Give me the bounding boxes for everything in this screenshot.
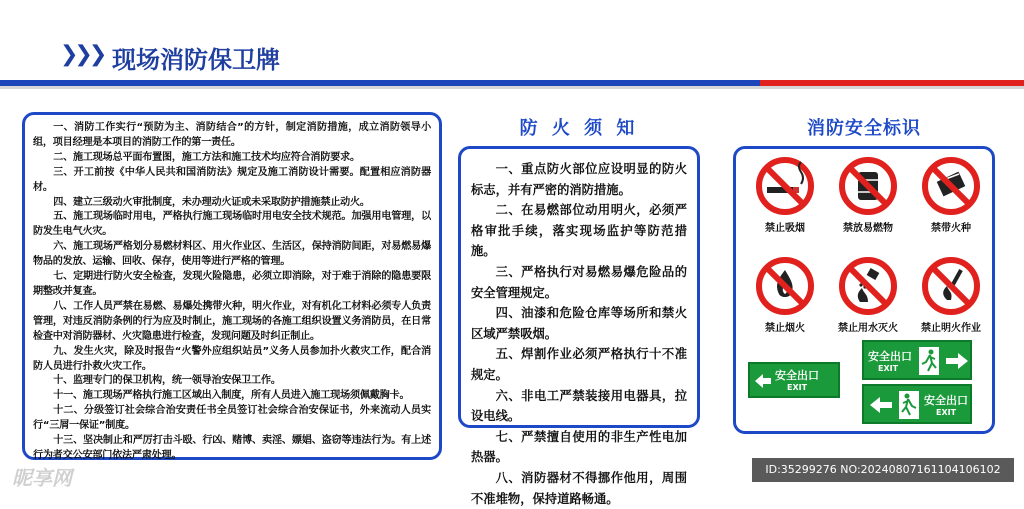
no-open-flame-work-icon [921,256,981,316]
no-fire-icon [755,256,815,316]
fire-prevention-text [471,159,687,509]
rule-paragraph: 九、发生火灾，除及时报告“火警外应组织站员”义务人员参加扑火救灾工作，配合消防人员进行扑救火灾工作。 [33,345,431,372]
fire-security-rules-text [33,121,431,464]
exit-sign-text: 安全出口 [924,394,968,407]
rule-paragraph: 十二、分级签订社会综合治安责任书全员签订社会综合治安保证书，外来流动人员实行“三屑一保证”制度。 [33,405,431,432]
rule-paragraph: 十一、施工现场严格执行施工区域出入制度，所有人员进入施工现场须佩戴胸卡。 [53,390,410,402]
page-title: 现场消防保卫牌 [112,46,280,74]
exit-sign-left [862,384,972,424]
rule-paragraph: 十、监理专门的保卫机构，统一领导治安保卫工作。 [53,375,281,387]
sign-label: 禁放易燃物 [843,223,893,234]
no-water-extinguish-icon [838,256,898,316]
no-smoking-icon [755,156,815,216]
sign-no-flammables [828,156,908,234]
rule-paragraph: 四、建立三级动火审批制度，未办理动火证或未采取防护措施禁止动火。 [53,196,370,208]
header-chevron-icon: ❯❯❯ [60,42,104,67]
sign-label: 禁止明火作业 [921,323,981,334]
rule-paragraph: 六、施工现场严格划分易燃材料区、用火作业区、生活区，保持消防间距，对易燃易爆物品的发放、运输、回收、保存，使用等进行严格的管理。 [33,241,431,268]
notice-paragraph: 七、严禁擅自使用的非生产性电加热器。 [471,429,687,465]
rule-paragraph: 一、消防工作实行“预防为主、消防结合”的方针，制定消防措施，成立消防领导小组，项目经理是本项目的消防工作的第一责任。 [33,122,431,148]
no-flammables-icon [838,156,898,216]
rule-paragraph: 八、工作人员严禁在易燃、易爆处携带火种，明火作业，对有机化工材料必须专人负责管理，对违反消防条例的行为应及时制止，施工现场的各施工组织设置义务消防员，在日常检查中对消防器材、火灾隐患进行检查，发现问题及时纠正制止。 [33,300,431,342]
running-person-icon [918,346,940,376]
sign-no-fire [745,256,825,334]
exit-sign-sub: EXIT [936,408,957,417]
rule-paragraph: 十三、坚决制止和严厉打击斗殴、行凶、赌博、卖淫、嫖娼、盗窃等违法行为。有上述行为者交公安部门依法严肃处理。 [33,435,431,461]
running-person-icon [898,390,920,420]
arrow-left-icon [868,395,894,415]
safety-signs-title: 消防安全标识 [807,118,921,139]
notice-paragraph: 五、焊割作业必须严格执行十不准规定。 [471,347,687,382]
watermark-logo: 昵享网 [12,466,72,490]
fire-prevention-title: 防 火 须 知 [519,118,639,139]
notice-paragraph: 四、油漆和危险仓库等场所和禁火区域严禁吸烟。 [471,306,687,341]
rule-paragraph: 三、开工前按《中华人民共和国消防法》规定及施工消防设计需要。配置相应消防器材。 [33,166,431,193]
exit-sign-sub: EXIT [878,364,899,373]
sign-no-water-extinguish [828,256,908,334]
sign-label: 禁止用水灭火 [838,323,898,334]
sign-label: 禁止吸烟 [765,223,805,234]
exit-sign-sub: EXIT [787,383,808,392]
arrow-right-icon [944,351,970,371]
exit-sign-right [862,340,972,380]
fire-security-rules-panel [22,112,442,460]
exit-sign-text: 安全出口 [868,350,912,363]
image-id-bar: ID:35299276 NO:20240807161104106102 [752,458,1014,482]
notice-paragraph: 二、在易燃部位动用明火，必须严格审批手续，落实现场监护等防范措施。 [471,203,687,259]
rule-paragraph: 二、施工现场总平面布置图，施工方法和施工技术均应符合消防要求。 [53,151,360,163]
sign-no-smoking [745,156,825,234]
notice-paragraph: 八、消防器材不得挪作他用，周围不准堆物，保持道路畅通。 [471,470,687,506]
sign-no-open-flame-work [911,256,991,334]
rule-paragraph: 七、定期进行防火安全检查，发现火险隐患，必须立即消除，对于难于消除的隐患要限期整改并复查。 [33,271,431,297]
rule-paragraph: 五、施工现场临时用电，严格执行施工现场临时用电安全技术规范。加强用电管理，以防发生电气火灾。 [33,211,431,238]
sign-no-matches [911,156,991,234]
no-matches-icon [921,156,981,216]
notice-paragraph: 一、重点防火部位应设明显的防火标志，并有严密的消防措施。 [471,162,687,197]
arrow-left-icon [753,371,773,391]
header-stripe-gray [0,86,1024,89]
notice-paragraph: 三、严格执行对易燃易爆危险品的安全管理规定。 [471,264,687,300]
sign-label: 禁带火种 [931,223,971,234]
exit-sign-left-small [748,362,840,398]
exit-sign-text: 安全出口 [775,369,819,382]
fire-prevention-panel [458,146,700,506]
notice-paragraph: 六、非电工严禁装接用电器具，拉设电线。 [471,388,687,424]
sign-label: 禁止烟火 [765,323,805,334]
